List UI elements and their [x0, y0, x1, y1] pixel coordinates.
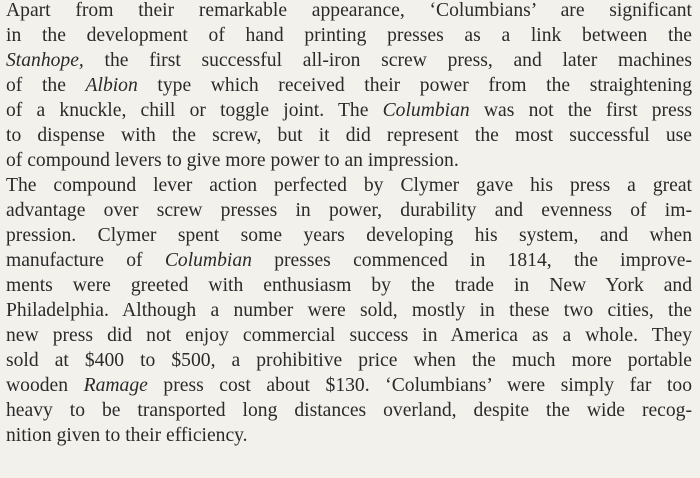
text-line — [6, 73, 692, 98]
text-run: press cost about $130. ‘Columbians’ were simply far too — [147, 375, 692, 396]
text-line — [6, 98, 692, 123]
text-run: type which received their power from the straightening — [137, 75, 692, 96]
text-run: of a knuckle, chill or toggle joint. The — [6, 100, 383, 121]
italic-text: Stanhope, — [6, 50, 84, 71]
italic-text: Ramage — [83, 375, 148, 396]
text-run: pression. Clymer spent some years developing his system, and when — [6, 225, 692, 246]
text-run: to dispense with the screw, but it did represent the most successful use — [6, 125, 692, 146]
text-run: advantage over screw presses in power, durability and evenness of im- — [6, 200, 692, 221]
text-line — [6, 123, 692, 148]
text-line — [6, 298, 692, 323]
text-line — [6, 248, 692, 273]
text-line — [6, 398, 692, 423]
text-line — [6, 23, 692, 48]
text-line — [6, 0, 692, 23]
text-line — [6, 223, 692, 248]
text-run: wooden — [6, 375, 84, 396]
text-line — [6, 373, 692, 398]
text-line — [6, 198, 692, 223]
text-run: sold at $400 to $500, a prohibitive price when the much more portable — [6, 350, 692, 371]
italic-text: Columbian — [382, 100, 470, 121]
text-line — [6, 348, 692, 373]
text-line — [6, 173, 692, 198]
text-line — [6, 423, 248, 448]
text-run: manufacture of — [6, 250, 165, 271]
text-run: was not the first press — [469, 100, 692, 121]
text-run: of the — [6, 75, 86, 96]
italic-text: Albion — [85, 75, 138, 96]
text-run: the first successful all-iron screw press, and later machines — [83, 50, 692, 71]
text-run: The compound lever action perfected by Clymer gave his press a great — [6, 175, 692, 196]
text-run: of compound levers to give more power to an impression. — [6, 150, 459, 171]
text-run: Philadelphia. Although a number were sold, mostly in these two cities, the — [6, 300, 692, 321]
text-line — [6, 273, 692, 298]
italic-text: Columbian — [164, 250, 252, 271]
text-line — [6, 148, 459, 173]
text-run: Apart from their remarkable appearance, ‘Columbians’ are significant — [6, 0, 692, 21]
text-line — [6, 48, 692, 73]
text-line — [6, 323, 692, 348]
text-run: heavy to be transported long distances overland, despite the wide recog- — [6, 400, 692, 421]
text-run: in the development of hand printing presses as a link between the — [6, 25, 692, 46]
text-run: new press did not enjoy commercial success in America as a whole. They — [6, 325, 692, 346]
text-run: nition given to their efficiency. — [6, 425, 248, 446]
text-run: ments were greeted with enthusiasm by the trade in New York and — [6, 275, 692, 296]
text-run: presses commenced in 1814, the improve- — [251, 250, 693, 271]
